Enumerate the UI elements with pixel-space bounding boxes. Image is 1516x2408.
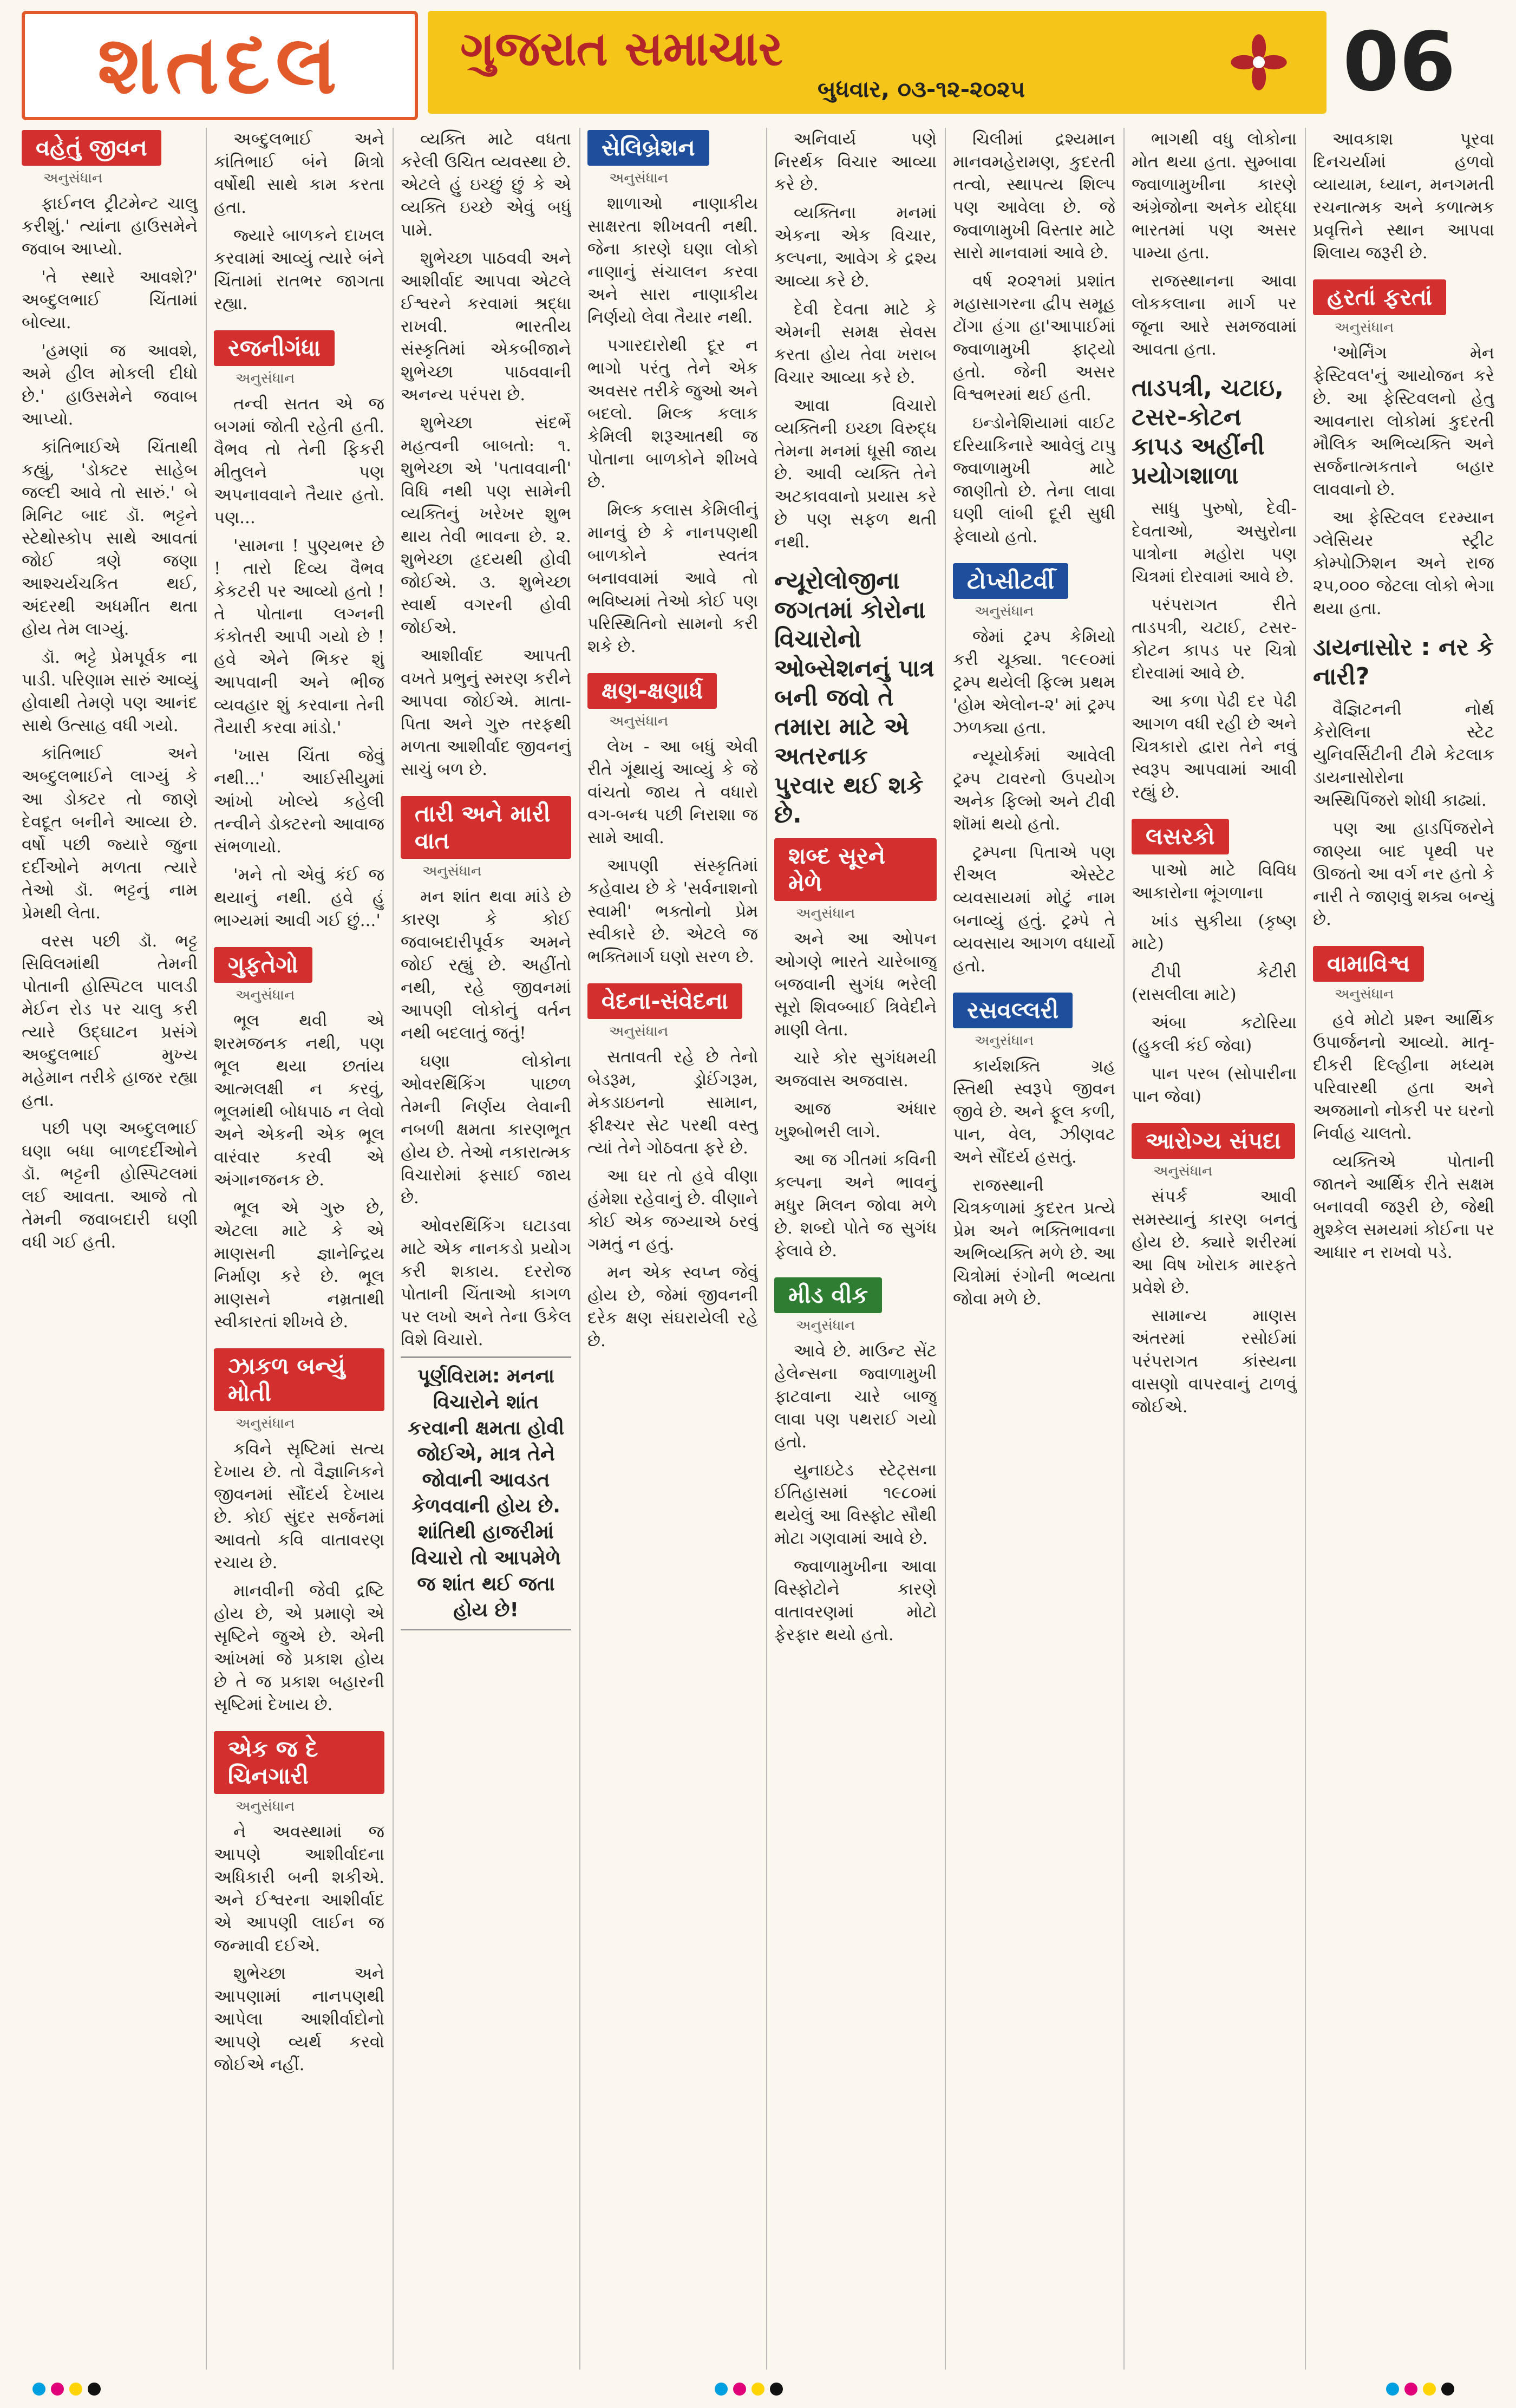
paragraph: ચારે કોર સુગંધમયી અજવાસ અજવાસ. xyxy=(774,1048,937,1091)
flower-icon xyxy=(1229,32,1289,92)
cyan-dot xyxy=(1386,2383,1399,2396)
article-heading: વેદના-સંવેદના xyxy=(587,983,742,1019)
paragraph: રાજસ્થાનના આવા લોકકલાના માર્ગ પર જૂના આરે સમજવામાં આવતા હતા. xyxy=(1132,271,1297,359)
byline: અનુસંધાન xyxy=(236,370,295,387)
article-continued xyxy=(1313,128,1494,264)
paragraph: જેમાં ટ્રમ્પ કેમિયો કરી ચૂક્યા. ૧૯૯૦માં ટ્રમ્પ થયેલી ફિલ્મ પ્રથમ 'હોમ એલોન-૨' માં ટ્રમ્પ ઝળક્યા હતા. xyxy=(953,627,1115,738)
article-heading: એક જ દે ચિનગારી xyxy=(214,1731,384,1794)
paragraph: ઘણા લોકોના ઓવરથિંકિંગ પાછળ તેમની નિર્ણય લેવાની નબળી ક્ષમતા કારણભૂત હોય છે. તેઓ નકારાત્મક વિચારોમાં ફસાઈ જાય છે. xyxy=(401,1052,571,1208)
byline: અનુસંધાન xyxy=(1335,319,1394,336)
yellow-dot xyxy=(1423,2383,1436,2396)
article-body xyxy=(1132,1185,1297,1418)
paragraph: વૈજ્ઞિટનની નોર્થ કેરોલિના સ્ટેટ યુનિવર્સિટીની ટીમે કેટલાક ડાયનાસોરોના અસ્થિપિંજરો શોધી કાઢ્યાં. xyxy=(1313,700,1494,810)
paragraph: 'હમણાં જ આવશે, અમે હીલ મોકલી દીધો છે.' હાઉસમેને જવાબ આપ્યો. xyxy=(22,341,198,429)
article-dinosaur xyxy=(1313,633,1494,931)
paragraph: ભૂલ એ ગુરુ છે, એટલા માટે કે એ માણસની જ્ઞાનેન્દ્રિય નિર્માણ કરે છે. ભૂલ માણસને નમ્રતાથી સ્વીકારતાં શીખવે છે. xyxy=(214,1198,384,1332)
paragraph: શુભેચ્છા પાઠવવી અને આશીર્વાદ આપવા એટલે ઈશ્વરને કરવામાં શ્રદ્ધા રાખવી. ભારતીય સંસ્કૃતિમાં એકબીજાને શુભેચ્છા પાઠવવાની અનન્ય પરંપરા છે. xyxy=(401,249,571,404)
article-body xyxy=(1132,859,1297,1108)
paragraph: આ જ ગીતમાં કવિની કલ્પના અને ભાવનું મધુર મિલન જોવા મળે છે. શબ્દો પોતે જ સુગંધ ફેલાવે છે. xyxy=(774,1150,937,1261)
article-heading: વામાવિશ્વ xyxy=(1313,946,1424,982)
list-item: પાન પરબ (સોપારીના પાન જેવા) xyxy=(1132,1064,1297,1106)
paragraph: તન્વી સતત એ જ બગમાં જોતી રહેતી હતી. વૈભવ તો તેની ફિકરી મીતુલને પણ અપનાવવાને તૈયાર હતો. પણ... xyxy=(214,394,384,527)
paragraph: વ્યક્તિએ પોતાની જાતને આર્થિક રીતે સક્ષમ બનાવવી જરૂરી છે, જેથી મુશ્કેલ સમયમાં કોઈના પર આધાર ન રાખવો પડે. xyxy=(1313,1152,1494,1262)
article-vahetu-jivan xyxy=(22,128,198,1254)
paragraph: ને અવસ્થામાં જ આપણે આશીર્વાદના અધિકારી બની શકીએ. અને ઈશ્વરના આશીર્વાદ એ આપણી લાઈન જ જન્માવી દઈએ. xyxy=(214,1822,384,1955)
article-continued xyxy=(1132,128,1297,361)
paragraph: મિલ્ક કલાસ કેમિલીનું માનવું છે કે નાનપણથી બાળકોને સ્વતંત્ર બનાવવામાં આવે તો ભવિષ્યમાં તેઓ કોઈ પણ પરિસ્થિતિનો સામનો કરી શકે છે. xyxy=(587,500,758,656)
article-heading: રજનીગંધા xyxy=(214,330,335,366)
article-chingari xyxy=(214,1729,384,2076)
list-item: અંબા કટોરિયા (હુકલી કંઈ જેવા) xyxy=(1132,1013,1297,1055)
article-heading: ક્ષણ-ક્ષણાર્ધ xyxy=(587,673,717,709)
column-rule xyxy=(206,128,207,2370)
article-body xyxy=(774,1340,937,1646)
paragraph: વરસ પછી ડૉ. ભટ્ટ સિવિલમાંથી તેમની પોતાની હોસ્પિટલ પાલડી મેઈન રોડ પર ચાલુ કરી ત્યારે ઉદ્ઘાટન પ્રસંગે અબ્દુલભાઈ મુખ્ય મહેમાન તરીકે હાજર રહ્યા હતા. xyxy=(22,931,198,1110)
article-heading: તારી અને મારી વાત xyxy=(401,796,571,859)
column-rule xyxy=(579,128,580,2370)
black-dot xyxy=(770,2383,783,2396)
section-headline: ડાયનાસોર : નર કે નારી? xyxy=(1313,634,1494,690)
paragraph: આ કળા પેઢી દર પેઢી આગળ વધી રહી છે અને ચિત્રકારો દ્વારા તેને નવું સ્વરૂપ આપવામાં આવી રહ્યું છે. xyxy=(1132,691,1297,802)
paragraph: શુભેચ્છા સંદર્ભે મહત્વની બાબતો: ૧. શુભેચ્છા એ 'પતાવવાની' વિધિ નથી પણ સામેની વ્યક્તિનું ખરેખર શુભ થાય તેવી ભાવના છે. ૨. શુભેચ્છા હૃદયથી હોવી જોઈએ. ૩. શુભેચ્છા સ્વાર્થ વગરની હોવી જોઈએ. xyxy=(401,413,571,637)
byline: અનુસંધાન xyxy=(609,170,669,186)
column-2 xyxy=(214,128,384,2370)
paragraph: પણ આ હાડપિંજરોને જાણ્યા બાદ પૃથ્વી પર ઊજતો આ વર્ગ નર હતો કે નારી તે જાણવું શક્ય બન્યું છે. xyxy=(1313,819,1494,929)
title-band xyxy=(428,11,1327,114)
article-body xyxy=(214,1438,384,1716)
paragraph: સતાવતી રહે છે તેનો બેડરૂમ, ડ્રોઈંગરૂમ, મેકડાઇનનો સામાન, ફીક્ષ્ચર સેટ પરથી વસ્તુ ત્યાં તેને ગોઠવતા ફરે છે. xyxy=(587,1047,758,1158)
paragraph: શુભેચ્છા અને આપણામાં નાનપણથી આપેલા આશીર્વાદોનો આપણે વ્યર્થ કરવો જોઈએ નહીં. xyxy=(214,1964,384,2074)
paragraph: દેવી દેવતા માટે કે એમની સમક્ષ સેવસ કરતા હોય તેવા ખરાબ વિચાર આવ્યા કરે છે. xyxy=(774,299,937,387)
paragraph: મન શાંત થવા માંડે છે કારણ કે કોઈ જવાબદારીપૂર્વક અમને જોઈ રહ્યું છે. અહીંતો નથી, રહે જીવનમાં આપણી લોકોનું વર્તન નથી બદલાતું જતું! xyxy=(401,887,571,1043)
yellow-dot xyxy=(69,2383,82,2396)
magenta-dot xyxy=(733,2383,746,2396)
registration-marks xyxy=(1386,2383,1454,2396)
article-heading: સેલિબ્રેશન xyxy=(587,130,709,166)
byline: અનુસંધાન xyxy=(1335,986,1394,1002)
article-body xyxy=(1313,698,1494,931)
article-body xyxy=(774,928,937,1262)
paragraph: આશીર્વાદ આપતી વખતે પ્રભુનું સ્મરણ કરીને આપવા જોઈએ. માતા-પિતા અને ગુરુ તરફથી મળતા આશીર્વાદ જીવનનું સાચું બળ છે. xyxy=(401,646,571,779)
article-body xyxy=(587,735,758,968)
paragraph: ટ્રમ્પના પિતાએ પણ રીઅલ એસ્ટેટ વ્યવસાયમાં મોટું નામ બનાવ્યું હતું. ટ્રમ્પે તે વ્યવસાય આગળ વધાર્યો હતો. xyxy=(953,843,1115,976)
article-body xyxy=(214,1820,384,2076)
article-guftego xyxy=(214,945,384,1333)
pull-quote: પૂર્ણવિરામ: મનના વિચારોને શાંત કરવાની ક્ષમતા હોવી જોઈએ, માત્ર તેને જોવાની આવડત કેળવવાની હોય છે. શાંતિથી હાજરીમાં વિચારો તો આપમેળે જ શાંત થઈ જતા હોય છે! xyxy=(401,1356,571,1630)
column-8 xyxy=(1313,128,1494,2370)
paragraph: કાર્યશક્તિ ગ્રહ સ્તિથી સ્વરૂપે જીવન જીવે છે. અને ફૂલ કળી, પાન, વેલ, ઝીણવટ અને સૌંદર્ય હસતું. xyxy=(953,1056,1115,1167)
article-body xyxy=(953,625,1115,977)
magenta-dot xyxy=(51,2383,64,2396)
paragraph: વ્યક્તિ માટે વધતા કરેલી ઉચિત વ્યવસ્થા છે. એટલે હું ઇચ્છું છું કે એ વ્યક્તિ ઇચ્છે એવું બધું પામે. xyxy=(401,129,571,240)
page-number: 06 xyxy=(1343,15,1456,109)
article-continued xyxy=(953,128,1115,548)
yellow-dot xyxy=(752,2383,764,2396)
byline: અનુસંધાન xyxy=(236,1798,295,1815)
paragraph: અબ્દુલભાઈ અને કાંતિભાઈ બંને મિત્રો વર્ષોથી સાથે કામ કરતા હતા. xyxy=(214,129,384,217)
byline: અનુસંધાન xyxy=(43,170,103,186)
article-mid-week xyxy=(774,1275,937,1646)
registration-marks xyxy=(715,2383,783,2396)
paragraph: વર્ષ ૨૦૨૧માં પ્રશાંત મહાસાગરના દ્વીપ સમૂહ ટોંગા હંગા હા'આપાઈમાં જ્વાળામુખી ફાટ્યો હતો. જેની અસર વિશ્વભરમાં થઈ હતી. xyxy=(953,271,1115,404)
article-body xyxy=(22,192,198,1254)
article-body xyxy=(1132,497,1297,804)
article-vedana xyxy=(587,981,758,1352)
list-item: ખાંડ સુકીયા (કૃષ્ણ માટે) xyxy=(1132,911,1297,954)
magenta-dot xyxy=(1404,2383,1417,2396)
article-body xyxy=(214,393,384,932)
paragraph: આવા વિચારો વ્યક્તિની ઇચ્છા વિરુદ્ધ તેમના મનમાં ધૂસી જાય છે. આવી વ્યક્તિ તેને અટકાવવાનો પ્રયાસ કરે છે પણ સફળ થતી નથી. xyxy=(774,396,937,552)
paragraph: અને આ ઓપન ઓગણે ભારતે ચારેબાજુ બજવાની સુગંધ ભરેલી સૂરો શિવબ્બાઈ ત્રિવેદીને માણી લેતા. xyxy=(774,929,937,1040)
paragraph: ભાગથી વધુ લોકોના મોત થયા હતા. સુમ્બાવા જ્વાળામુખીના કારણે અંગ્રેજોના અનેક યોદ્ધા ભારતમાં પણ અસર પામ્યા હતા. xyxy=(1132,129,1297,263)
paragraph: પગારદારોથી દૂર ન ભાગો પરંતુ તેને એક અવસર તરીકે જુઓ અને બદલો. મિલ્ક કલાક કેમિલી શરૂઆતથી જ પોતાના બાળકોને શીખવે છે. xyxy=(587,336,758,492)
article-heading: હરતાં ફરતાં xyxy=(1313,279,1446,315)
paragraph: સંપર્ક આવી સમસ્યાનું કારણ બનતું હોય છે. ક્યારે શરીરમાં આ વિષ ખોરાક મારફતે પ્રવેશે છે. xyxy=(1132,1187,1297,1297)
article-body xyxy=(953,1055,1115,1310)
paragraph: પાઓ માટે વિવિધ આકારોના ભૂંગળાના xyxy=(1132,860,1297,903)
section-headline: તાડપત્રી, ચટાઇ, ટસર-કોટન કાપડ અહીંની પ્રયોગશાળા xyxy=(1132,374,1284,490)
paragraph: સામાન્ય માણસ અંતરમાં રસોઈમાં પરંપરાગત કાંસ્યના વાસણો વાપરવાનું ટાળવું જોઈએ. xyxy=(1132,1306,1297,1417)
column-1 xyxy=(22,128,198,2370)
article-heading: ટોપ્સીટર્વી xyxy=(953,563,1068,599)
article-arogya xyxy=(1132,1121,1297,1418)
article-continued xyxy=(401,128,571,781)
paragraph: જ્વાળામુખીના આવા વિસ્ફોટોને કારણે વાતાવરણમાં મોટો ફેરફાર થયો હતો. xyxy=(774,1557,937,1645)
paragraph: ફાઈનલ ટ્રીટમેન્ટ ચાલુ કરીશું.' ત્યાંના હાઉસમેને જવાબ આપ્યો. xyxy=(22,194,198,259)
paragraph: આ ઘર તો હવે વીણા હંમેશા રહેવાનું છે. વીણાને કોઈ એક જગ્યાએ ઠરવું ગમતું ન હતું. xyxy=(587,1166,758,1254)
paragraph: પરંપરાગત રીતે તાડપત્રી, ચટાઈ, ટસર-કોટન કાપડ પર ચિત્રો દોરવામાં આવે છે. xyxy=(1132,595,1297,683)
masthead xyxy=(0,0,1516,125)
article-hartan-fartan xyxy=(1313,277,1494,620)
article-celebration xyxy=(587,128,758,658)
feature-headline: ન્યૂરોલોજીના જગતમાં કોરોના વિચારોનો ઓબ્સેશનનું પાત્ર બની જવો તે તમારા માટે એ અતરનાક પુરવાર થઈ શકે છે. xyxy=(774,567,935,828)
article-heading: વહેતું જીવન xyxy=(22,130,161,166)
article-heading: મીડ વીક xyxy=(774,1277,882,1313)
column-rule xyxy=(766,128,767,2370)
byline: અનુસંધાન xyxy=(796,905,855,922)
column-5 xyxy=(774,128,937,2370)
article-heading: આરોગ્ય સંપદા xyxy=(1132,1123,1295,1159)
paragraph: ઇન્ડોનેશિયામાં વાઈટ દરિયાકિનારે આવેલું ટાપુ જ્વાળામુખી માટે જાણીતો છે. તેના લાવા ઘણી લાંબી દૂરી સુધી ફેલાયો હતો. xyxy=(953,413,1115,546)
paragraph: સાધુ પુરુષો, દેવી-દેવતાઓ, અસુરોના પાત્રોના મહોરા પણ ચિત્રમાં દોરવામાં આવે છે. xyxy=(1132,499,1297,586)
article-tari-ane-mari-vat xyxy=(401,794,571,1630)
paragraph: માનવીની જેવી દ્રષ્ટિ હોય છે, એ પ્રમાણે એ સૃષ્ટિને જુએ છે. એની આંખમાં જે પ્રકાશ હોય છે તે જ પ્રકાશ બહારની સૃષ્ટિમાં દેખાય છે. xyxy=(214,1581,384,1714)
paragraph: પછી પણ અબ્દુલભાઈ ઘણા બધા બાળદર્દીઓને ડૉ. ભટ્ટની હોસ્પિટલમાં લઈ આવતા. આજે તો તેમની જવાબદારી ઘણી વધી ગઈ હતી. xyxy=(22,1119,198,1252)
paragraph: 'તે સ્થારે આવશે?' અબ્દુલભાઈ ચિંતામાં બોલ્યા. xyxy=(22,267,198,332)
paragraph: યુનાઇટેડ સ્ટેટ્સના ઈતિહાસમાં ૧૯૮૦માં થયેલું આ વિસ્ફોટ સૌથી મોટા ગણવામાં આવે છે. xyxy=(774,1460,937,1548)
article-heading: શબ્દ સૂરને મેળે xyxy=(774,838,937,901)
column-7 xyxy=(1132,128,1297,2370)
paragraph: કવિને સૃષ્ટિમાં સત્ય દેખાય છે. તો વૈજ્ઞાનિકને જીવનમાં સૌંદર્ય દેખાય છે. કોઈ સુંદર સર્જનમાં આવતો કવિ વાતાવરણ રચાય છે. xyxy=(214,1439,384,1572)
article-body xyxy=(1313,342,1494,620)
byline: અનુસંધાન xyxy=(236,1415,295,1432)
byline: અનુસંધાન xyxy=(422,863,482,879)
article-shabda xyxy=(774,836,937,1262)
article-body xyxy=(214,1009,384,1333)
publication-date: બુધવાર, ૦૩-૧૨-૨૦૨૫ xyxy=(818,76,1025,102)
paragraph: 'ઓર્નિંગ મેન ફેસ્ટિવલ'નું આયોજન કરે છે. આ ફેસ્ટિવલનો હેતુ આવનારા લોકોમાં કુદરતી મૌલિક અભિવ્યક્તિ અને સર્જનાત્મકતાને બહાર લાવવાનો છે. xyxy=(1313,343,1494,499)
byline: અનુસંધાન xyxy=(236,987,295,1003)
article-vamavishwa xyxy=(1313,944,1494,1264)
paragraph: ચિલીમાં દ્રશ્યમાન માનવમહેરામણ, કુદરતી તત્વો, સ્થાપત્ય શિલ્પ પણ આવેલા છે. જે જ્વાળામુખી વિસ્તાર માટે સારો માનવામાં આવે છે. xyxy=(953,129,1115,263)
print-registration-footer xyxy=(0,2375,1516,2402)
column-rule xyxy=(393,128,394,2370)
article-topsy-turvy xyxy=(953,561,1115,977)
byline: અનુસંધાન xyxy=(975,603,1034,619)
article-lasarko xyxy=(1132,817,1297,1108)
column-6 xyxy=(953,128,1115,2370)
article-continued xyxy=(774,128,937,553)
paragraph: ઓવરથિંકિંગ ઘટાડવા માટે એક નાનકડો પ્રયોગ કરી શકાય. દરરોજ પોતાની ચિંતાઓ કાગળ પર લખો અને તેના ઉકેલ વિશે વિચારો. xyxy=(401,1216,571,1349)
paragraph: કાંતિભાઈએ ચિંતાથી કહ્યું, 'ડોક્ટર સાહેબ જલ્દી આવે તો સારું.' બે મિનિટ બાદ ડૉ. ભટ્ટને સ્ટેથોસ્કોપ સાથે આવતાં જોઈ ત્રણે જણા આશ્ચર્યચકિત થઈ, અંદરથી અધમીંત થતા હોય તેમ લાગ્યું. xyxy=(22,438,198,639)
article-body xyxy=(587,192,758,658)
paragraph: આજ અંધાર ખુશ્બોભરી લાગે. xyxy=(774,1099,937,1141)
article-continued xyxy=(214,128,384,315)
article-body xyxy=(587,1046,758,1352)
paragraph: ન્યૂયોર્કમાં આવેલી ટ્રમ્પ ટાવરનો ઉપયોગ અનેક ફિલ્મો અને ટીવી શૉમાં થયો હતો. xyxy=(953,746,1115,834)
paragraph: અનિવાર્ય પણે નિરર્થક વિચાર આવ્યા કરે છે. xyxy=(774,129,937,194)
byline: અનુસંધાન xyxy=(796,1317,855,1334)
article-rasvallari xyxy=(953,990,1115,1310)
paragraph: આપણી સંસ્કૃતિમાં કહેવાય છે કે 'સર્વનાશનો સ્વામી' ભક્તોનો પ્રેમ સ્વીકારે છે. એટલે જ ભક્તિમાર્ગ ઘણો સરળ છે. xyxy=(587,856,758,967)
paragraph: 'મને તો એવું કંઈ જ થયાનું નથી. હવે હું ભાગ્યમાં આવી ગઈ છું...' xyxy=(214,865,384,930)
supplement-logo: શતદલ xyxy=(22,11,418,120)
black-dot xyxy=(88,2383,101,2396)
cyan-dot xyxy=(715,2383,728,2396)
paragraph: આ ફેસ્ટિવલ દરમ્યાન ગ્લેસિયર સ્ટ્રીટ કોમ્પોઝિશન અને રાજ ૨૫,૦૦૦ જેટલા લોકો ભેગા થયા હતા. xyxy=(1313,508,1494,618)
paragraph: વ્યક્તિના મનમાં એકના એક વિચાર, કલ્પના, આવેગ કે દ્રશ્ય આવ્યા કરે છે. xyxy=(774,203,937,291)
article-kshan xyxy=(587,671,758,968)
column-rule xyxy=(1305,128,1306,2370)
paragraph: ડૉ. ભટ્ટે પ્રેમપૂર્વક ના પાડી. પરિણામ સારું આવ્યું હોવાથી તેમણે પણ આનંદ સાથે ઉત્સાહ વધી ગયો. xyxy=(22,648,198,735)
byline: અનુસંધાન xyxy=(609,713,669,729)
column-3 xyxy=(401,128,571,2370)
paragraph: હવે મોટો પ્રશ્ન આર્થિક ઉપાર્જનનો આવ્યો. માતૃ-દીકરી દિલ્હીના મધ્યમ પરિવારથી હતા અને અજમાનો નોકરી પર ઘરનો નિર્વાહ ચાલતો. xyxy=(1313,1010,1494,1143)
article-heading: લસરકો xyxy=(1132,819,1229,854)
paragraph: આવકાશ પૂરવા દિનચર્યામાં હળવો વ્યાયામ, ધ્યાન, મનગમતી રચનાત્મક અને કળાત્મક પ્રવૃત્તિને સ્થાન આપવા શિલાય જરૂરી છે. xyxy=(1313,129,1494,263)
registration-marks xyxy=(32,2383,101,2396)
paragraph: રાજસ્થાની ચિત્રકળામાં કુદરત પ્રત્યે પ્રેમ અને ભક્તિભાવના અભિવ્યક્તિ મળે છે. આ ચિત્રોમાં રંગોની ભવ્યતા જોવા મળે છે. xyxy=(953,1176,1115,1309)
cyan-dot xyxy=(32,2383,45,2396)
article-heading: ગુફતેગો xyxy=(214,947,312,983)
article-zakal xyxy=(214,1346,384,1716)
article-rajanigandha xyxy=(214,328,384,932)
article-body xyxy=(401,885,571,1351)
paragraph: 'સામના ! પુણ્યભર છે ! તારો દિવ્ય વૈભવ કેકટરી પર આવ્યો હતો ! તે પોતાના લગ્નની કંકોતરી આપી ગયો છે ! હવે એને ભિકર શું આપવાની અને ભીજ વ્યવહાર શું કરવાના તેની તૈયારી કરવા માંડો.' xyxy=(214,536,384,738)
paragraph: લેખ - આ બધું એવી રીતે ગૂંથાયું આવ્યું કે જે વાંચતો જાય તે વધારો વગ-બન્ધ પછી નિરાશા જ સામે આવી. xyxy=(587,737,758,847)
newspaper-name: ગુજરાત સમાચાર xyxy=(460,21,783,76)
paragraph: જ્યારે બાળકને દાખલ કરવામાં આવ્યું ત્યારે બંને ચિંતામાં રાતભર જાગતા રહ્યા. xyxy=(214,226,384,314)
paragraph: 'ખાસ ચિંતા જેવું નથી...' આઈસીયુમાં આંખો ખોલ્યે કહેલી તન્વીને ડોક્ટરનો આવાજ સંભળાયો. xyxy=(214,746,384,857)
article-body xyxy=(1313,1008,1494,1264)
byline: અનુસંધાન xyxy=(1153,1163,1213,1179)
byline: અનુસંધાન xyxy=(975,1033,1034,1049)
column-rule xyxy=(945,128,946,2370)
byline: અનુસંધાન xyxy=(609,1023,669,1040)
article-tadpatri xyxy=(1132,374,1297,804)
column-rule xyxy=(1123,128,1125,2370)
column-4 xyxy=(587,128,758,2370)
article-heading: રસવલ્લરી xyxy=(953,993,1073,1028)
black-dot xyxy=(1441,2383,1454,2396)
paragraph: કાંતિભાઈ અને અબ્દુલભાઈને લાગ્યું કે આ ડોક્ટર તો જાણે દેવદૂત બનીને આવ્યા છે. વર્ષો પછી જ્યારે જુના દર્દીઓને મળતા ત્યારે તેઓ ડૉ. ભટ્ટનું નામ પ્રેમથી લેતા. xyxy=(22,744,198,923)
paragraph: મન એક સ્વપ્ન જેવું હોય છે, જેમાં જીવનની દરેક ક્ષણ સંઘરાયેલી રહે છે. xyxy=(587,1263,758,1350)
paragraph: આવે છે. માઉન્ટ સેંટ હેલેન્સના જ્વાળામુખી ફાટવાના ચારે બાજુ લાવા પણ પથરાઈ ગયો હતો. xyxy=(774,1341,937,1452)
article-heading: ઝાકળ બન્યું મોતી xyxy=(214,1348,384,1411)
paragraph: ભૂલ થવી એ શરમજનક નથી, પણ ભૂલ થયા છતાંય આત્મલક્ષી ન કરવું, ભૂલમાંથી બોધપાઠ ન લેવો અને એકની એક ભૂલ વારંવાર કરવી એ અંગાનજનક છે. xyxy=(214,1011,384,1190)
list-item: ટીપી કેટીરી (રાસલીલા માટે) xyxy=(1132,962,1297,1004)
paragraph: શાળાઓ નાણાકીય સાક્ષરતા શીખવતી નથી. જેના કારણે ઘણા લોકો નાણાનું સંચાલન કરવા અને સારા નાણાકીય નિર્ણયો લેવા તૈયાર નથી. xyxy=(587,194,758,327)
